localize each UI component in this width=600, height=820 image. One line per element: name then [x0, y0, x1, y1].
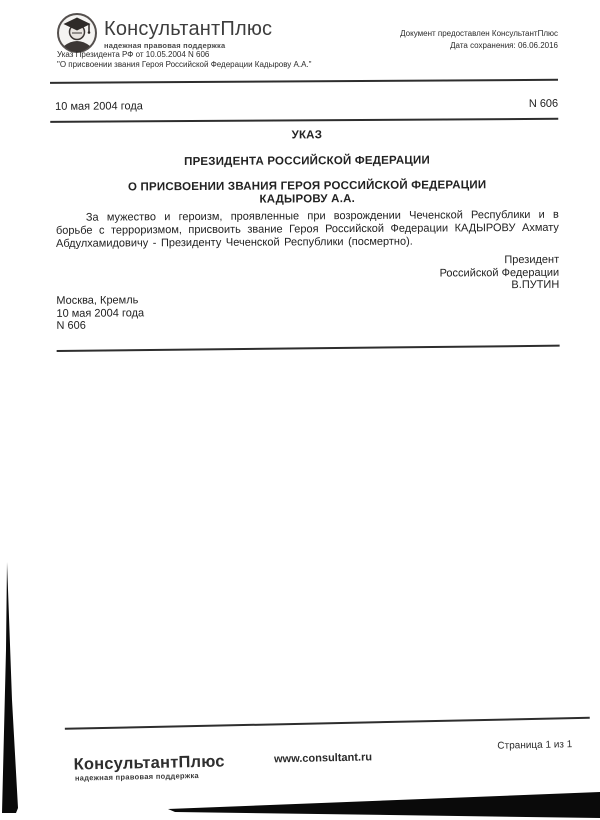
signature-line-1: Президент — [504, 253, 560, 267]
decree-body-paragraph: За мужество и героизм, проявленные при возрождении Чеченской Республики и в борьбе с терроризмом, присвоить звание Героя Российской Федерации КАДЫРОВУ Ахмату Абдулхамидовичу - Президенту Чеченской Республики (посмертно). — [55, 208, 559, 250]
header-separator-line — [50, 79, 558, 84]
logo-tagline: надежная правовая поддержка — [104, 41, 226, 50]
page-footer — [55, 705, 592, 796]
provided-by-text: Документ предоставлен КонсультантПлюс — [400, 29, 558, 38]
decree-subject — [56, 179, 559, 208]
place-date-block — [56, 294, 144, 332]
decree-date: 10 мая 2004 года — [55, 100, 143, 113]
footer-separator-line — [65, 717, 590, 730]
logo-brand-text: КонсультантПлюс — [104, 18, 273, 40]
decree-issuer: ПРЕЗИДЕНТА РОССИЙСКОЙ ФЕДЕРАЦИИ — [184, 154, 430, 169]
page-counter: Страница 1 из 1 — [497, 739, 573, 752]
place-line-3: N 606 — [56, 319, 86, 332]
decree-number: N 606 — [528, 97, 559, 110]
decree-subject-line2: КАДЫРОВУ А.А. — [259, 193, 356, 206]
decree-title: УКАЗ — [291, 129, 323, 142]
signature-line-3: В.ПУТИН — [511, 278, 560, 292]
footer-url: www.consultant.ru — [273, 751, 373, 766]
date-number-row — [55, 98, 558, 113]
signature-block — [439, 254, 559, 292]
place-line-1: Москва, Кремль — [56, 294, 139, 307]
decree-subject-line1: О ПРИСВОЕНИИ ЗВАНИЯ ГЕРОЯ РОССИЙСКОЙ ФЕДЕРАЦИИ — [127, 179, 487, 194]
end-of-document-line — [57, 345, 560, 352]
signature-line-2: Российской Федерации — [439, 266, 560, 280]
saved-date-text: Дата сохранения: 06.06.2016 — [450, 41, 558, 50]
place-line-2: 10 мая 2004 года — [56, 306, 145, 320]
doc-ref-line2: "О присвоении звания Героя Российской Федерации Кадырову А.А." — [57, 60, 312, 69]
footer-tagline: надежная правовая поддержка — [74, 770, 200, 783]
footer-brand-text: КонсультантПлюс — [73, 752, 225, 774]
doc-ref-line1: Указ Президента РФ от 10.05.2004 N 606 — [57, 50, 210, 59]
date-separator-line — [50, 118, 558, 123]
